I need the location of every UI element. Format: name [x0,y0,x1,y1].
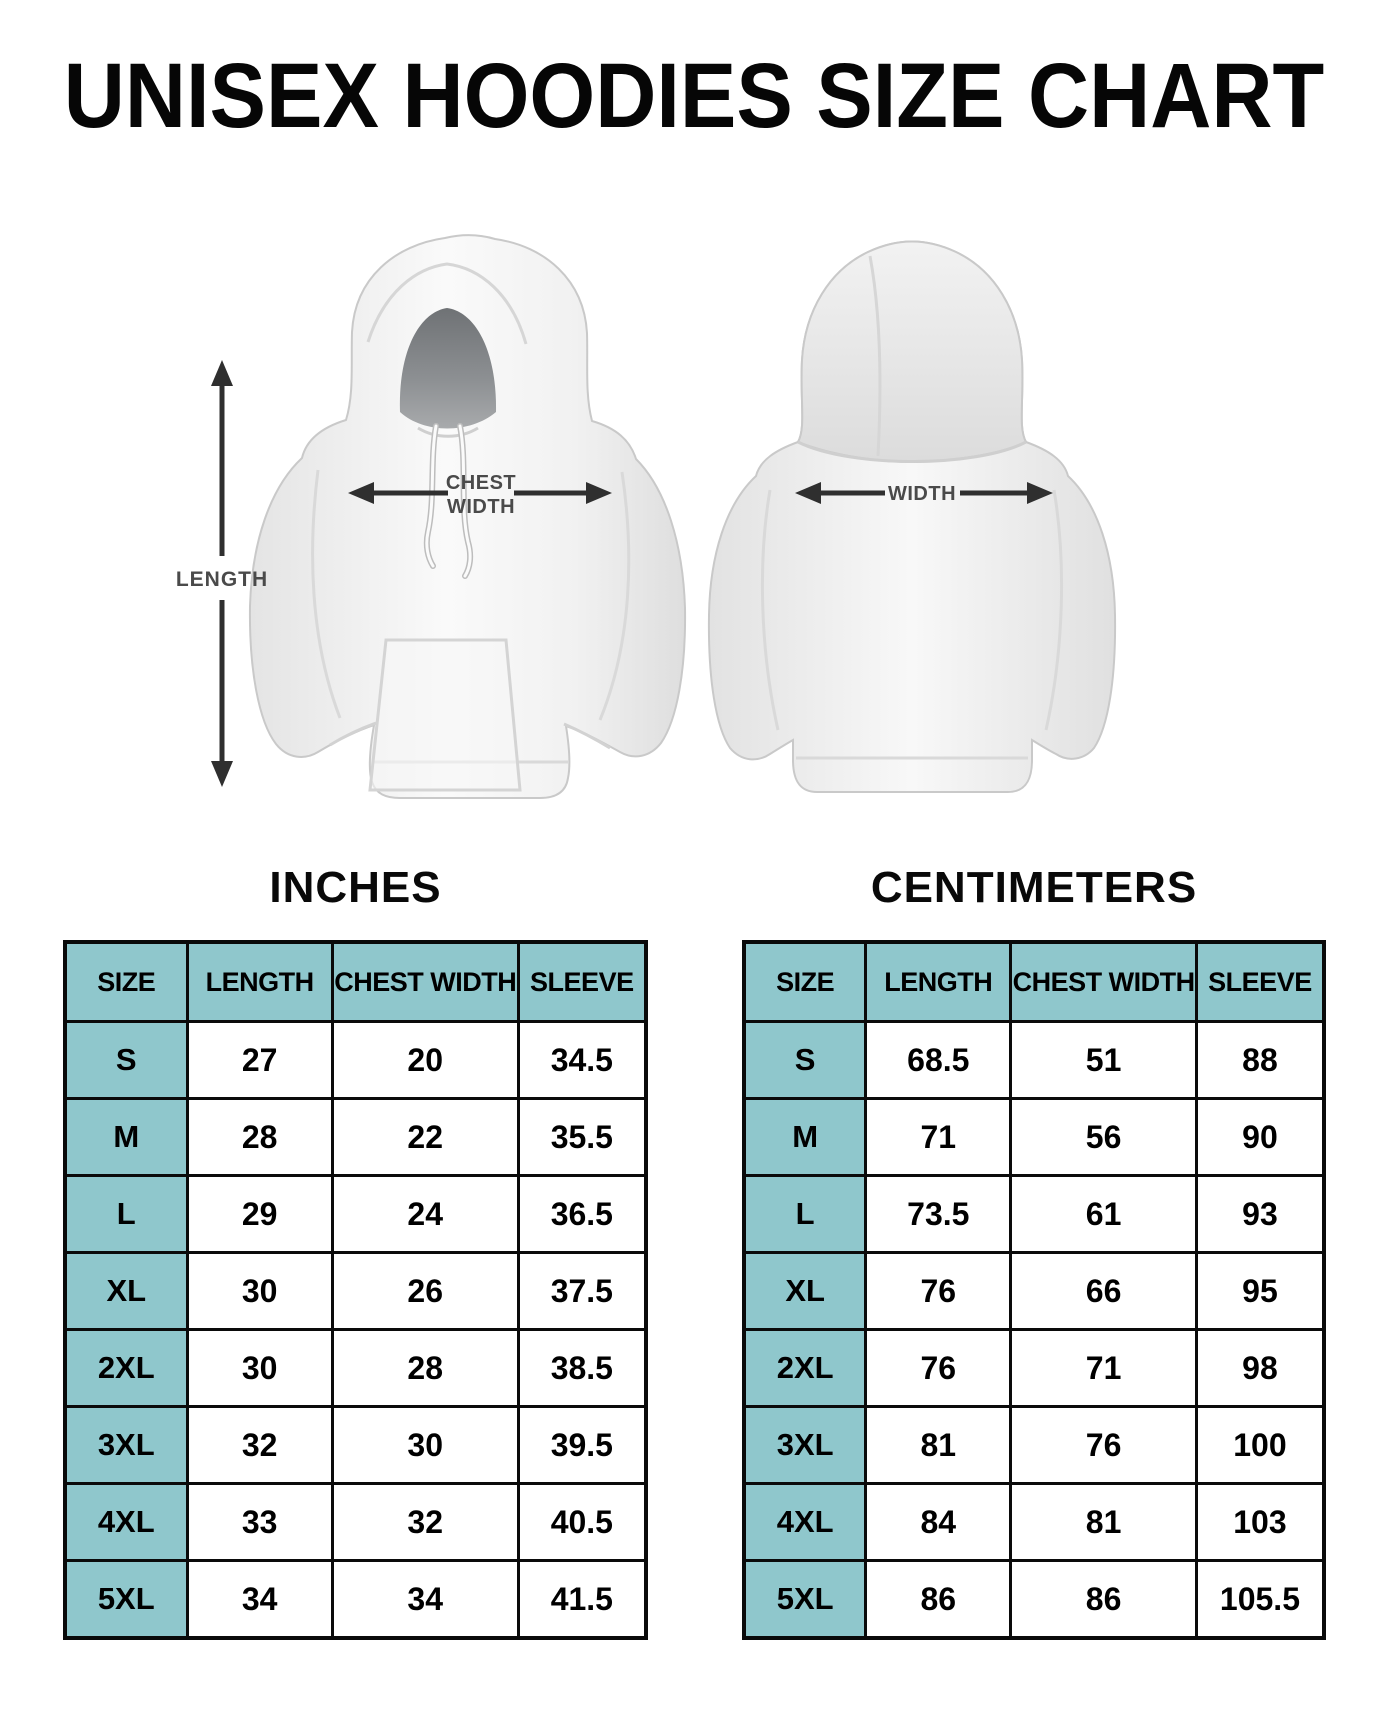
inches-table-header [65,942,646,1022]
value-cell: 68.5 [866,1022,1011,1099]
size-label-cell: 2XL [744,1330,866,1407]
value-cell: 34.5 [518,1022,646,1099]
size-label-cell: S [65,1022,187,1099]
hoodie-illustration [0,160,1388,830]
value-cell: 86 [1011,1561,1197,1639]
value-cell: 27 [187,1022,332,1099]
value-cell: 105.5 [1196,1561,1324,1639]
value-cell: 35.5 [518,1099,646,1176]
size-label-cell: XL [65,1253,187,1330]
value-cell: 39.5 [518,1407,646,1484]
value-cell: 71 [866,1099,1011,1176]
size-label-cell: 5XL [65,1561,187,1639]
value-cell: 76 [1011,1407,1197,1484]
value-cell: 90 [1196,1099,1324,1176]
value-cell: 88 [1196,1022,1324,1099]
centimeters-table-body [744,1022,1324,1639]
value-cell: 22 [332,1099,518,1176]
table-row [744,1099,1324,1176]
length-label: LENGTH [175,568,269,591]
length-arrow [176,360,268,787]
size-label-cell: XL [744,1253,866,1330]
size-label-cell: 3XL [65,1407,187,1484]
value-cell: 61 [1011,1176,1197,1253]
size-label-cell: S [744,1022,866,1099]
table-row [65,1561,646,1639]
value-cell: 73.5 [866,1176,1011,1253]
inches-table [63,940,648,1640]
table-row [65,1253,646,1330]
header-row [744,942,1324,1022]
value-cell: 76 [866,1330,1011,1407]
value-cell: 56 [1011,1099,1197,1176]
chest-width-label-line1: CHEST [445,472,517,494]
col-header-sleeve: SLEEVE [1196,942,1324,1022]
centimeters-table [742,940,1326,1640]
table-row [744,1561,1324,1639]
centimeters-title: CENTIMETERS [870,863,1198,912]
inches-section [63,863,648,1640]
col-header-length: LENGTH [187,942,332,1022]
value-cell: 100 [1196,1407,1324,1484]
value-cell: 81 [1011,1484,1197,1561]
value-cell: 37.5 [518,1253,646,1330]
col-header-chest-width: CHEST WIDTH [1011,942,1197,1022]
size-label-cell: 5XL [744,1561,866,1639]
value-cell: 41.5 [518,1561,646,1639]
value-cell: 24 [332,1176,518,1253]
value-cell: 28 [332,1330,518,1407]
value-cell: 32 [187,1407,332,1484]
value-cell: 51 [1011,1022,1197,1099]
table-row [65,1407,646,1484]
table-row [65,1176,646,1253]
col-header-length: LENGTH [866,942,1011,1022]
chest-width-label-line2: WIDTH [446,496,516,518]
value-cell: 36.5 [518,1176,646,1253]
value-cell: 32 [332,1484,518,1561]
hoodie-diagram-svg [0,160,1388,830]
value-cell: 20 [332,1022,518,1099]
table-row [744,1484,1324,1561]
value-cell: 29 [187,1176,332,1253]
value-cell: 76 [866,1253,1011,1330]
value-cell: 66 [1011,1253,1197,1330]
table-row [65,1330,646,1407]
value-cell: 30 [332,1407,518,1484]
value-cell: 34 [332,1561,518,1639]
value-cell: 33 [187,1484,332,1561]
value-cell: 34 [187,1561,332,1639]
value-cell: 30 [187,1330,332,1407]
table-row [65,1022,646,1099]
table-row [65,1484,646,1561]
value-cell: 40.5 [518,1484,646,1561]
col-header-chest-width: CHEST WIDTH [332,942,518,1022]
header-row [65,942,646,1022]
size-label-cell: M [65,1099,187,1176]
hoodie-back-illustration [709,242,1115,793]
size-label-cell: L [65,1176,187,1253]
value-cell: 81 [866,1407,1011,1484]
col-header-size: SIZE [744,942,866,1022]
page-title [0,45,1388,147]
inches-title: INCHES [269,863,442,912]
value-cell: 86 [866,1561,1011,1639]
col-header-size: SIZE [65,942,187,1022]
table-row [744,1253,1324,1330]
table-row [744,1176,1324,1253]
size-label-cell: 4XL [744,1484,866,1561]
value-cell: 95 [1196,1253,1324,1330]
centimeters-section [742,863,1326,1640]
value-cell: 98 [1196,1330,1324,1407]
table-row [65,1099,646,1176]
value-cell: 26 [332,1253,518,1330]
value-cell: 30 [187,1253,332,1330]
value-cell: 38.5 [518,1330,646,1407]
table-row [744,1330,1324,1407]
centimeters-table-header [744,942,1324,1022]
size-label-cell: 3XL [744,1407,866,1484]
size-label-cell: L [744,1176,866,1253]
value-cell: 84 [866,1484,1011,1561]
value-cell: 103 [1196,1484,1324,1561]
size-label-cell: 2XL [65,1330,187,1407]
size-label-cell: 4XL [65,1484,187,1561]
value-cell: 28 [187,1099,332,1176]
value-cell: 93 [1196,1176,1324,1253]
inches-table-body [65,1022,646,1639]
page-title-text: UNISEX HOODIES SIZE CHART [63,45,1325,147]
value-cell: 71 [1011,1330,1197,1407]
table-row [744,1022,1324,1099]
size-label-cell: M [744,1099,866,1176]
back-width-label: WIDTH [887,483,957,505]
table-row [744,1407,1324,1484]
col-header-sleeve: SLEEVE [518,942,646,1022]
